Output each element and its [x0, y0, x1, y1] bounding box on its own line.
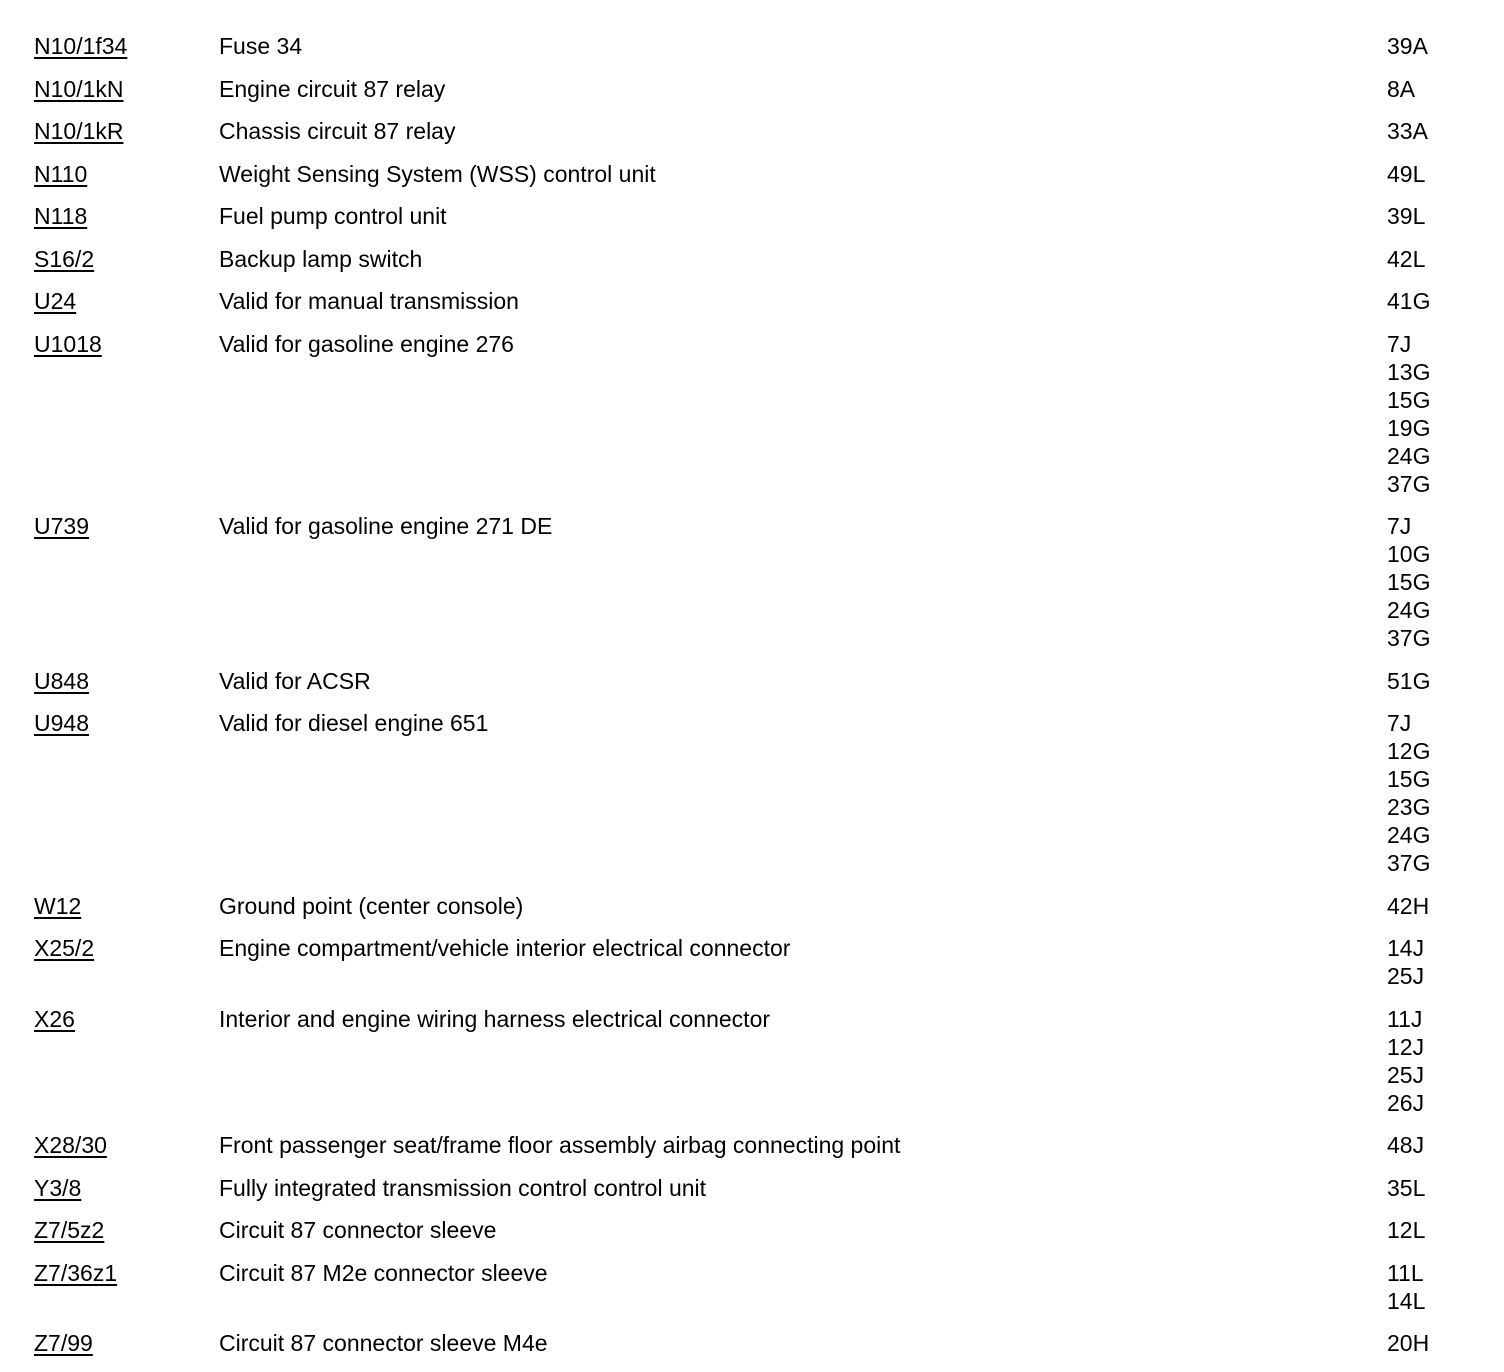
grid-references	[1387, 1131, 1424, 1159]
grid-reference: 12J	[1387, 1033, 1425, 1060]
grid-reference: 24G	[1387, 822, 1431, 848]
grid-references	[1387, 1216, 1425, 1244]
component-description: Circuit 87 M2e connector sleeve	[219, 1259, 548, 1286]
grid-reference: 12G	[1387, 738, 1431, 764]
component-code-link[interactable]: S16/2	[34, 245, 95, 272]
grid-reference: 7J	[1387, 710, 1412, 736]
grid-reference: 7J	[1387, 330, 1412, 357]
grid-reference: 15G	[1387, 766, 1431, 792]
component-code-link[interactable]: X26	[34, 1005, 75, 1032]
component-code-link[interactable]: U948	[34, 710, 89, 736]
grid-reference: 37G	[1387, 625, 1431, 651]
grid-reference: 19G	[1387, 414, 1431, 441]
grid-reference: 15G	[1387, 569, 1431, 595]
grid-reference: 24G	[1387, 597, 1431, 623]
grid-references	[1387, 245, 1425, 273]
grid-references	[1387, 667, 1430, 695]
grid-reference: 42H	[1387, 892, 1430, 919]
component-description: Engine compartment/vehicle interior electrical connector	[219, 935, 791, 961]
grid-reference: 20H	[1387, 1330, 1430, 1356]
component-code-link[interactable]: N10/1kN	[34, 75, 124, 102]
component-description: Fully integrated transmission control control unit	[219, 1174, 707, 1201]
grid-references	[1387, 934, 1424, 990]
grid-reference: 49L	[1387, 160, 1426, 187]
grid-references	[1387, 709, 1430, 877]
component-code-link[interactable]: N10/1f34	[34, 33, 128, 59]
component-description: Valid for gasoline engine 271 DE	[219, 513, 553, 539]
grid-reference: 11L	[1387, 1259, 1424, 1286]
grid-reference: 11J	[1387, 1005, 1423, 1032]
component-description: Fuse 34	[219, 33, 303, 59]
grid-reference: 37G	[1387, 850, 1431, 876]
grid-references	[1387, 117, 1428, 145]
grid-reference: 51G	[1387, 667, 1431, 694]
component-description: Backup lamp switch	[219, 245, 423, 272]
grid-reference: 35L	[1387, 1174, 1426, 1201]
component-description: Valid for manual transmission	[219, 288, 519, 314]
component-description: Valid for gasoline engine 276	[219, 330, 514, 357]
component-code-link[interactable]: N10/1kR	[34, 118, 124, 144]
grid-reference: 23G	[1387, 794, 1431, 820]
grid-reference: 42L	[1387, 245, 1426, 272]
grid-reference: 39A	[1387, 33, 1428, 59]
grid-reference: 26J	[1387, 1089, 1425, 1116]
grid-reference: 33A	[1387, 118, 1428, 144]
component-code-link[interactable]: U24	[34, 288, 77, 314]
grid-references	[1387, 1005, 1424, 1117]
component-description: Weight Sensing System (WSS) control unit	[219, 160, 656, 187]
grid-reference: 7J	[1387, 513, 1412, 539]
component-code-link[interactable]: N118	[34, 203, 88, 229]
component-description: Circuit 87 connector sleeve	[219, 1217, 497, 1243]
grid-reference: 10G	[1387, 541, 1431, 567]
grid-references	[1387, 160, 1425, 188]
grid-reference: 48J	[1387, 1132, 1425, 1158]
grid-references	[1387, 202, 1425, 230]
grid-reference: 25J	[1387, 963, 1425, 989]
grid-reference: 15G	[1387, 386, 1431, 413]
component-code-link[interactable]: U739	[34, 513, 89, 539]
component-description: Valid for diesel engine 651	[219, 710, 489, 736]
grid-reference: 13G	[1387, 358, 1431, 385]
component-code-link[interactable]: Y3/8	[34, 1174, 82, 1201]
component-code-link[interactable]: X28/30	[34, 1132, 107, 1158]
component-code-link[interactable]: N110	[34, 160, 88, 187]
component-description: Valid for ACSR	[219, 667, 371, 694]
component-description: Engine circuit 87 relay	[219, 75, 446, 102]
grid-reference: 41G	[1387, 288, 1431, 314]
grid-reference: 39L	[1387, 203, 1426, 229]
grid-references	[1387, 1174, 1425, 1202]
component-code-link[interactable]: Z7/36z1	[34, 1259, 118, 1286]
component-description: Ground point (center console)	[219, 892, 524, 919]
component-code-link[interactable]: U1018	[34, 330, 102, 357]
component-code-link[interactable]: U848	[34, 667, 89, 694]
grid-reference: 25J	[1387, 1061, 1425, 1088]
grid-references	[1387, 287, 1430, 315]
component-code-link[interactable]: X25/2	[34, 935, 95, 961]
grid-reference: 14J	[1387, 935, 1425, 961]
grid-references	[1387, 512, 1430, 652]
component-code-link[interactable]: W12	[34, 892, 82, 919]
grid-references	[1387, 330, 1430, 498]
component-description: Front passenger seat/frame floor assembly airbag connecting point	[219, 1132, 901, 1158]
component-description: Circuit 87 connector sleeve M4e	[219, 1330, 548, 1356]
grid-reference: 12L	[1387, 1217, 1426, 1243]
grid-reference: 37G	[1387, 470, 1431, 497]
component-description: Fuel pump control unit	[219, 203, 447, 229]
component-code-link[interactable]: Z7/5z2	[34, 1217, 105, 1243]
grid-reference: 14L	[1387, 1287, 1426, 1314]
component-code-link[interactable]: Z7/99	[34, 1330, 93, 1356]
grid-references	[1387, 75, 1415, 103]
grid-reference: 24G	[1387, 442, 1431, 469]
grid-reference: 8A	[1387, 75, 1416, 102]
grid-references	[1387, 1259, 1425, 1315]
grid-references	[1387, 892, 1429, 920]
grid-references	[1387, 32, 1428, 60]
component-description: Interior and engine wiring harness electrical connector	[219, 1005, 771, 1032]
component-description: Chassis circuit 87 relay	[219, 118, 456, 144]
grid-references	[1387, 1329, 1429, 1357]
